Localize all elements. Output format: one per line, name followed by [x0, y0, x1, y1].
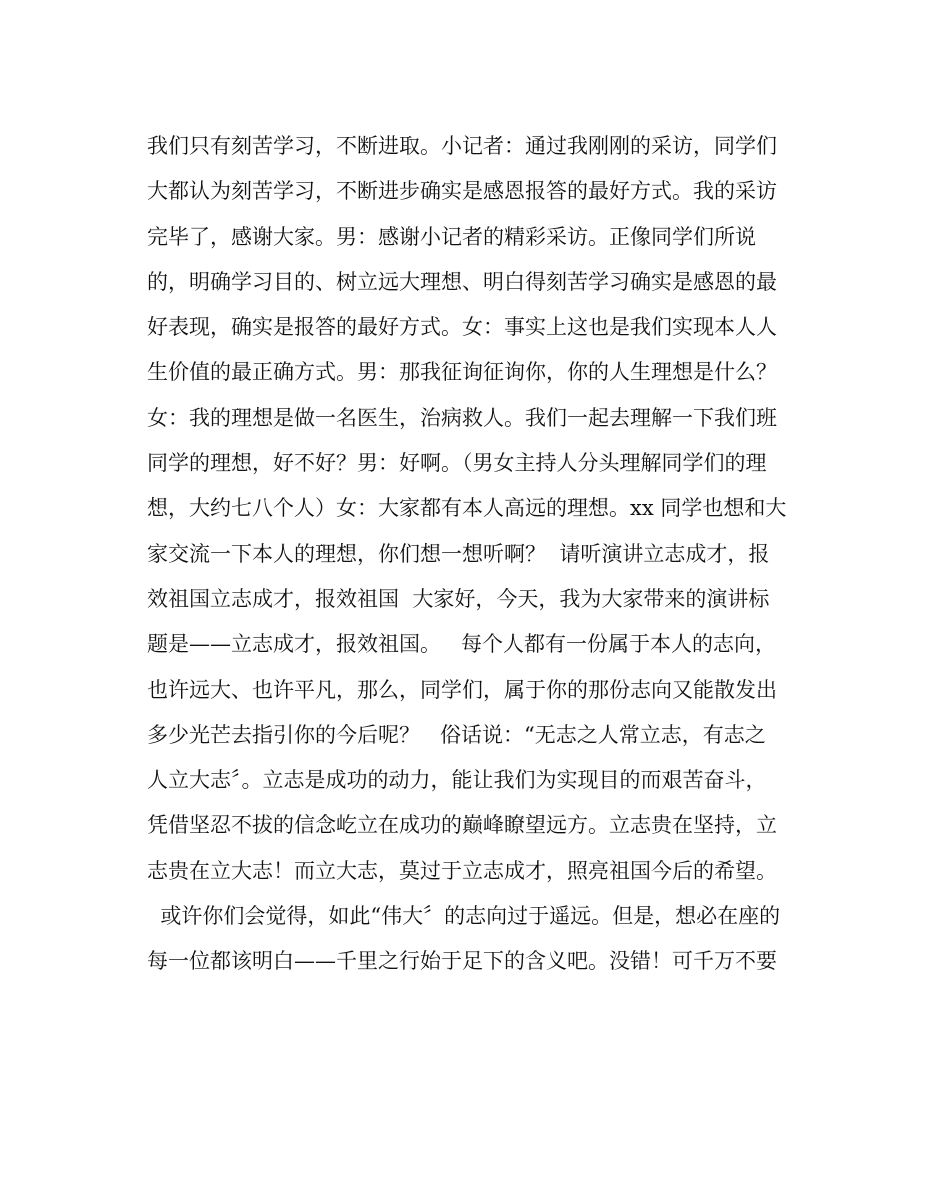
text-line: 凭借坚忍不拔的信念屹立在成功的巅峰瞭望远方。立志贵在坚持，立: [147, 813, 777, 838]
text-line: 多少光芒去指引你的今后呢？ 俗话说：“无志之人常立志，有志之: [147, 722, 766, 747]
text-line: 想，大约七八个人）女：大家都有本人高远的理想。xx 同学也想和大: [147, 496, 787, 521]
text-line: 也许远大、也许平凡，那么，同学们，属于你的那份志向又能散发出: [147, 677, 777, 702]
text-line: 好表现，确实是报答的最好方式。女：事实上这也是我们实现本人人: [147, 315, 777, 340]
text-line: 效祖国立志成才，报效祖国 大家好，今天，我为大家带来的演讲标: [147, 586, 770, 611]
text-line: 或许你们会觉得，如此“伟大〞的志向过于遥远。但是，想必在座的: [147, 904, 781, 929]
text-line: 人立大志〞。立志是成功的动力，能让我们为实现目的而艰苦奋斗，: [147, 768, 767, 793]
text-line: 同学的理想，好不好？男：好啊。（男女主持人分头理解同学们的理: [147, 451, 767, 476]
text-line: 女：我的理想是做一名医生，治病救人。我们一起去理解一下我们班: [147, 405, 777, 430]
text-line: 每一位都该明白——千里之行始于足下的含义吧。没错！可千万不要: [147, 949, 777, 974]
text-line: 的，明确学习目的、树立远大理想、明白得刻苦学习确实是感恩的最: [147, 269, 777, 294]
text-line: 生价值的最正确方式。男：那我征询征询你，你的人生理想是什么？: [147, 360, 777, 385]
document-body-text: [147, 124, 807, 985]
text-line: 志贵在立大志！而立大志，莫过于立志成才，照亮祖国今后的希望。: [147, 858, 777, 883]
text-line: 家交流一下本人的理想，你们想一想听啊？ 请听演讲立志成才，报: [147, 541, 770, 566]
text-line: 完毕了，感谢大家。男：感谢小记者的精彩采访。正像同学们所说: [147, 224, 756, 249]
text-line: 大都认为刻苦学习，不断进步确实是感恩报答的最好方式。我的采访: [147, 179, 777, 204]
text-line: 题是——立志成才，报效祖国。 每个人都有一份属于本人的志向，: [147, 632, 777, 657]
text-line: 我们只有刻苦学习，不断进取。小记者：通过我刚刚的采访，同学们: [147, 134, 777, 158]
